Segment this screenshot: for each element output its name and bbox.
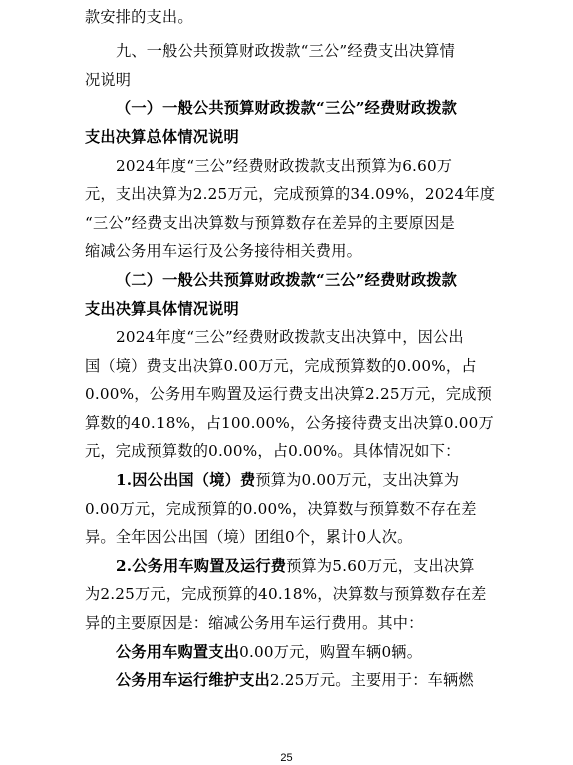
subsection-heading-1: （一）一般公共预算财政拨款“三公”经费财政拨款	[116, 99, 458, 117]
vehicle-maintenance-text: 2.25万元。主要用于：车辆燃	[269, 671, 474, 689]
paragraph-line: 算数的40.18%，占100.00%，公务接待费支出决算0.00万	[85, 414, 494, 432]
paragraph-line: “三公”经费支出决算数与预算数存在差异的主要原因是	[85, 214, 455, 232]
subsection-heading-2: （二）一般公共预算财政拨款“三公”经费财政拨款	[116, 271, 458, 289]
item-2-text: 预算为5.60万元，支出决算	[286, 557, 475, 575]
section-heading-9-cont: 况说明	[85, 71, 132, 89]
paragraph-line: 元，完成预算数的0.00%，占0.00%。具体情况如下：	[85, 442, 461, 460]
paragraph-line: 元，支出决算为2.25万元，完成预算的34.09%，2024年度	[85, 185, 496, 203]
paragraph-line: 2024年度“三公”经费财政拨款支出预算为6.60万	[116, 157, 453, 175]
item-2-line	[116, 559, 475, 574]
vehicle-purchase-text: 0.00万元，购置车辆0辆。	[239, 643, 423, 661]
text-line-1: 款安排的支出。	[85, 8, 193, 26]
vehicle-maintenance-label: 公务用车运行维护支出	[116, 671, 270, 689]
paragraph-line: 异的主要原因是：缩减公务用车运行费用。其中：	[85, 614, 424, 632]
paragraph-line: 0.00万元，完成预算的0.00%，决算数与预算数不存在差	[85, 500, 477, 518]
vehicle-purchase-line	[116, 645, 422, 660]
section-heading-9: 九、一般公共预算财政拨款“三公”经费支出决算情	[116, 42, 456, 60]
item-1-line	[116, 473, 459, 488]
paragraph-line: 2024年度“三公”经费财政拨款支出决算中，因公出	[116, 328, 464, 346]
page-number: 25	[280, 752, 293, 764]
item-1-text: 预算为0.00万元，支出决算为	[255, 471, 460, 489]
vehicle-purchase-label: 公务用车购置支出	[116, 643, 240, 661]
item-1-label: 1.因公出国（境）费	[116, 471, 256, 489]
paragraph-line: 缩减公务用车运行及公务接待相关费用。	[85, 242, 362, 260]
item-2-label: 2.公务用车购置及运行费	[116, 557, 287, 575]
subsection-heading-2-cont: 支出决算具体情况说明	[85, 300, 239, 318]
paragraph-line: 为2.25万元，完成预算的40.18%，决算数与预算数存在差	[85, 585, 487, 603]
vehicle-maintenance-line	[116, 673, 474, 688]
paragraph-line: 国（境）费支出决算0.00万元，完成预算数的0.00%，占	[85, 357, 477, 375]
paragraph-line: 0.00%，公务用车购置及运行费支出决算2.25万元，完成预	[85, 385, 493, 403]
subsection-heading-1-cont: 支出决算总体情况说明	[85, 128, 239, 146]
paragraph-line: 异。全年因公出国（境）团组0个，累计0人次。	[85, 528, 413, 546]
